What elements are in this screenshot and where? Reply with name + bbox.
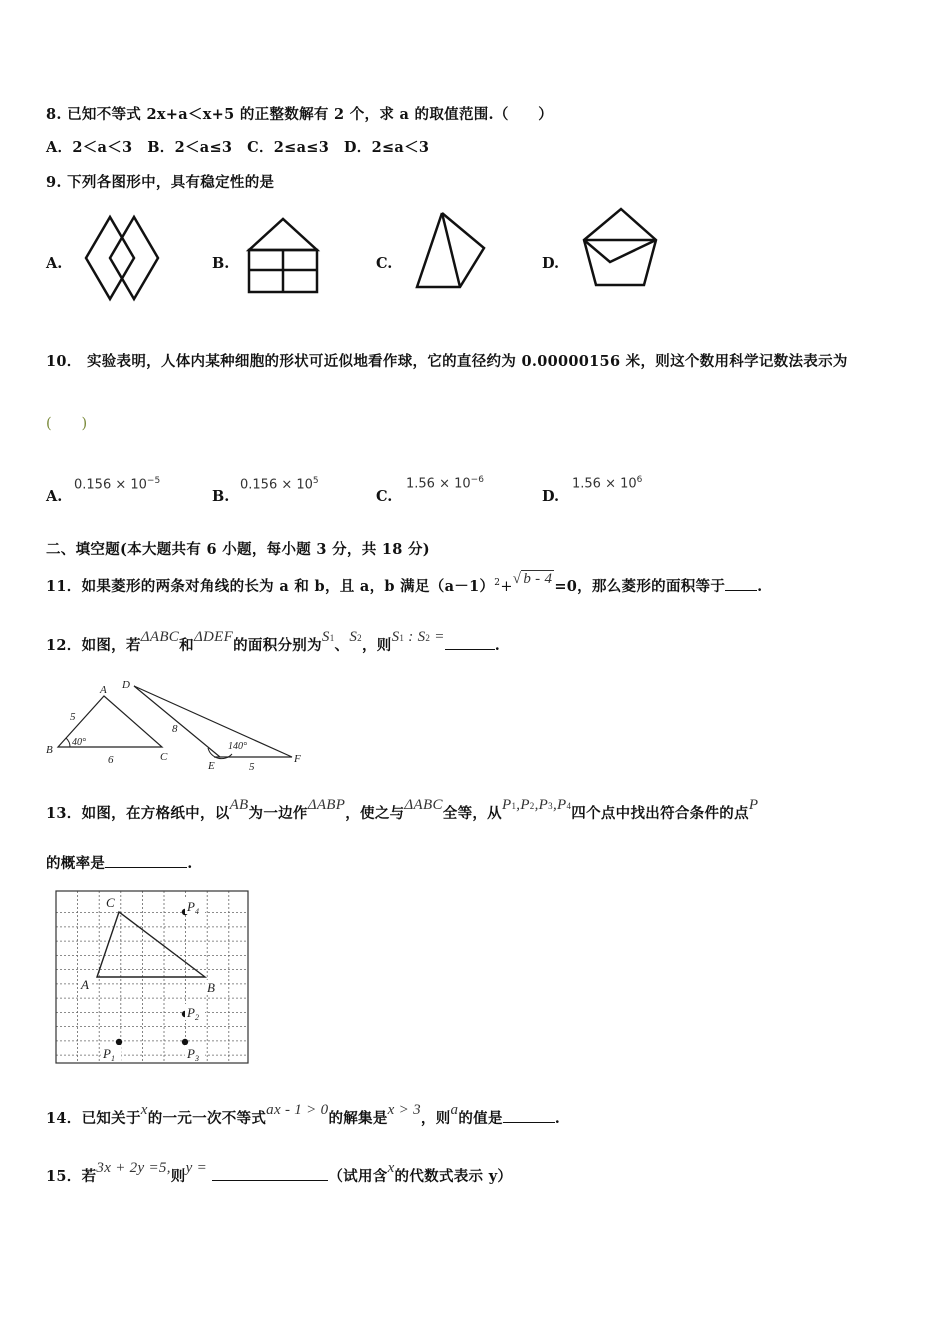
q13-end: .: [187, 855, 193, 872]
q13-answer-blank[interactable]: [105, 855, 187, 868]
q11-plus: +: [500, 579, 513, 595]
q10-option-d-value: $1.56 \times 10^6$: [572, 475, 643, 492]
q13-triangle-abp: ΔABP: [307, 797, 346, 813]
q10-option-b-label: B.: [212, 488, 230, 505]
q10-option-c-label: C.: [376, 488, 393, 505]
q9-number: 9.: [46, 174, 62, 191]
q13-label-b: B: [207, 980, 215, 995]
q12-text-2: 和: [179, 637, 194, 654]
q12-ratio: S1 : S2 =: [391, 629, 445, 645]
q11-number: 11．: [46, 578, 82, 595]
q13-label-p1: $P_1$: [103, 1046, 115, 1063]
q13-text-3: ，使之与: [345, 805, 405, 822]
q10-option-d-label: D.: [542, 488, 560, 505]
q9-figure-c-tetrahedron: [414, 211, 488, 291]
q14-text-5: 的值是: [458, 1110, 503, 1127]
q9-figure-a-double-rhombus: [84, 214, 164, 302]
q9-option-b-label: B.: [212, 255, 230, 272]
q8-text: 已知不等式 2x+a＜x+5 的正整数解有 2 个，求 a 的取值范围.（ ）: [67, 106, 554, 123]
q11-end: .: [757, 578, 763, 595]
q13-number: 13．: [46, 805, 82, 822]
q13-triangle-abc: ΔABC: [404, 797, 443, 813]
q14-text-4: ，则: [420, 1110, 451, 1127]
q15-number: 15．: [46, 1168, 82, 1185]
q10-option-b-value: $0.156 \times 10^5$: [240, 476, 319, 493]
q14-var-a: a: [450, 1102, 459, 1118]
q8-options: A．2＜a＜3 B．2＜a≤3 C．2≤a≤3 D．2≤a＜3: [46, 139, 430, 156]
q15-text-3: （试用含: [328, 1168, 388, 1185]
q12-label-e: E: [208, 760, 215, 772]
q12-sep: 、: [334, 637, 350, 654]
q12-text-3: 的面积分别为: [233, 637, 322, 654]
q12-label-a: A: [100, 684, 107, 696]
q12-angle-b: 40°: [72, 737, 86, 748]
q8-stem: [46, 103, 553, 124]
q12-label-c: C: [160, 751, 168, 763]
q10-stem: [46, 350, 848, 371]
q15-equation: 3x + 2y =5,: [96, 1160, 171, 1176]
q9-option-a-label: A.: [46, 255, 63, 272]
q13-label-p3: $P_3$: [187, 1046, 199, 1063]
q13-point-p1-dot: [116, 1039, 122, 1045]
q15-text-2: 则: [170, 1168, 186, 1185]
q13-grid-figure: [55, 890, 251, 1066]
q10-option-a-label: A.: [46, 488, 63, 505]
q15-answer-blank[interactable]: [212, 1168, 328, 1181]
q13-label-a: A: [81, 977, 89, 992]
q10-option-c-value: $1.56 \times 10^{-6}$: [406, 475, 484, 492]
q15-text-4: 的代数式表示 y）: [394, 1168, 513, 1185]
q12-angle-e: 140°: [228, 741, 247, 752]
q13-triangle-abc-shape: [97, 912, 205, 977]
q13-text-1: 如图，在方格纸中，以: [81, 805, 230, 822]
q12-side-ef: 5: [249, 761, 255, 773]
q11-text-pre: 如果菱形的两条对角线的长为 a 和 b，且 a，b 满足（a－1）: [81, 578, 495, 595]
q12-label-b: B: [46, 744, 53, 756]
q15-stem: [46, 1160, 513, 1186]
q10-number: 10．: [46, 353, 82, 370]
q12-text-1: 如图，若: [81, 637, 141, 654]
q13-text-6: 的概率是: [46, 855, 106, 872]
q13-text-2: 为一边作: [248, 805, 308, 822]
q9-option-d-label: D.: [542, 255, 560, 272]
q13-segment-ab: AB: [229, 797, 249, 813]
q8-number: 8.: [46, 106, 62, 123]
q14-text-3: 的解集是: [328, 1110, 388, 1127]
q9-stem: [46, 171, 274, 192]
q13-stem-line2: [46, 852, 193, 873]
q12-text-4: ，则: [361, 637, 392, 654]
q9-figure-b-house: [246, 217, 320, 295]
q12-triangle-def-shape: [134, 686, 292, 757]
q10-answer-paren: ( ): [46, 416, 88, 432]
q14-text-2: 的一元一次不等式: [147, 1110, 267, 1127]
q12-answer-blank[interactable]: [445, 637, 495, 650]
q15-var-x: x: [387, 1160, 395, 1176]
q12-label-d: D: [122, 679, 130, 691]
q13-stem: [46, 797, 759, 823]
q14-stem: [46, 1102, 561, 1128]
q9-option-c-label: C.: [376, 255, 393, 272]
q11-answer-blank[interactable]: [725, 578, 757, 591]
q12-triangle-abc: ΔABC: [140, 629, 180, 645]
q14-inequality: ax - 1 > 0: [266, 1102, 329, 1118]
q11-stem: [46, 571, 763, 596]
q13-text-4: 全等，从: [442, 805, 502, 822]
q14-answer-blank[interactable]: [503, 1110, 555, 1123]
q14-number: 14．: [46, 1110, 82, 1127]
q12-s2: S2: [349, 629, 362, 645]
q13-label-p4: $P_4$: [187, 899, 199, 916]
q14-solution: x > 3: [387, 1102, 421, 1118]
q12-number: 12．: [46, 637, 82, 654]
q15-text-1: 若: [81, 1168, 97, 1185]
q13-label-p2: $P_2$: [187, 1005, 199, 1022]
q13-text-5: 四个点中找出符合条件的点: [571, 805, 749, 822]
q12-triangle-def: ΔDEF: [193, 629, 234, 645]
q13-points-list: P1,P2,P3,P4: [501, 797, 572, 813]
section-2-heading: 二、填空题(本大题共有 6 小题，每小题 3 分，共 18 分): [46, 541, 430, 558]
q9-figure-d-pentagon: [582, 207, 660, 289]
q9-text: 下列各图形中，具有稳定性的是: [67, 174, 275, 191]
q12-stem: [46, 629, 501, 655]
q11-sqrt: √ b - 4: [512, 571, 553, 587]
q10-text: 实验表明，人体内某种细胞的形状可近似地看作球，它的直径约为 0.00000156 米，则这个数用科学记数法表示为: [86, 353, 848, 370]
q13-point-p3-dot: [182, 1039, 188, 1045]
q14-var-x: x: [140, 1102, 148, 1118]
q15-y-equals: y =: [185, 1160, 208, 1176]
q12-end: .: [494, 637, 501, 654]
q10-option-a-value: $0.156 \times 10^{-5}$: [74, 476, 161, 493]
q14-end: .: [554, 1110, 561, 1127]
q12-side-de: 8: [172, 723, 178, 735]
q12-figure: [44, 676, 314, 776]
q11-exponent: 2: [494, 578, 501, 588]
q12-side-ab: 5: [70, 711, 76, 723]
q11-text-post: =0，那么菱形的面积等于: [554, 578, 726, 595]
q12-s1: S1: [321, 629, 335, 645]
q13-point-p: P: [748, 797, 759, 813]
q12-label-f: F: [294, 753, 301, 765]
q13-label-c: C: [106, 895, 115, 910]
q12-side-bc: 6: [108, 754, 114, 766]
q14-text-1: 已知关于: [81, 1110, 141, 1127]
